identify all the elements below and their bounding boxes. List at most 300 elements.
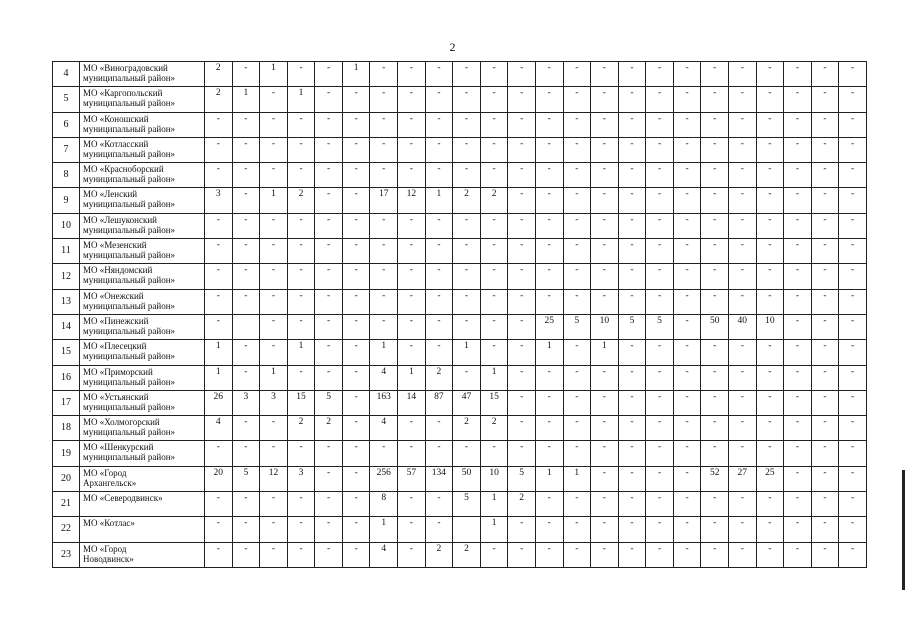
value-cell: - — [646, 441, 674, 466]
value-cell: - — [701, 87, 729, 112]
value-cell: - — [205, 213, 233, 238]
value-cell: - — [480, 163, 508, 188]
value-cell: 1 — [480, 365, 508, 390]
municipality-name-line: муниципальный район» — [83, 452, 176, 463]
value-cell: - — [370, 264, 398, 289]
value-cell: - — [425, 492, 453, 517]
value-cell: - — [563, 441, 591, 466]
value-cell: - — [480, 87, 508, 112]
value-cell: - — [839, 163, 867, 188]
value-cell: - — [673, 416, 701, 441]
municipality-name — [80, 163, 205, 188]
value-cell: - — [591, 239, 619, 264]
value-cell: - — [784, 314, 812, 339]
value-cell: - — [756, 365, 784, 390]
value-cell: - — [508, 365, 536, 390]
value-cell: - — [646, 416, 674, 441]
value-cell: - — [315, 441, 343, 466]
value-cell: - — [784, 87, 812, 112]
value-cell: - — [398, 416, 426, 441]
value-cell: - — [205, 137, 233, 162]
value-cell: 2 — [205, 62, 233, 87]
value-cell: - — [728, 62, 756, 87]
value-cell: - — [535, 163, 563, 188]
value-cell: - — [673, 390, 701, 415]
table-row — [53, 314, 867, 339]
value-cell: - — [260, 112, 288, 137]
value-cell: - — [646, 137, 674, 162]
value-cell: - — [508, 542, 536, 567]
value-cell: - — [728, 137, 756, 162]
value-cell: - — [398, 264, 426, 289]
value-cell: - — [205, 289, 233, 314]
value-cell: - — [342, 390, 370, 415]
value-cell: - — [260, 492, 288, 517]
value-cell: - — [315, 239, 343, 264]
value-cell: 15 — [480, 390, 508, 415]
value-cell: - — [728, 87, 756, 112]
value-cell: - — [370, 62, 398, 87]
municipality-name-line: муниципальный район» — [83, 199, 176, 210]
municipality-name-line: МО «Город — [83, 543, 127, 554]
value-cell: - — [260, 163, 288, 188]
value-cell: - — [508, 441, 536, 466]
value-cell: - — [398, 441, 426, 466]
value-cell: - — [673, 314, 701, 339]
value-cell: 5 — [646, 314, 674, 339]
row-number: 21 — [53, 492, 80, 517]
municipality-name — [80, 289, 205, 314]
municipality-name-line: Новодвинск» — [83, 553, 134, 564]
value-cell: - — [673, 137, 701, 162]
value-cell: - — [839, 390, 867, 415]
value-cell: - — [756, 416, 784, 441]
value-cell: - — [591, 87, 619, 112]
value-cell: - — [398, 542, 426, 567]
value-cell: - — [260, 314, 288, 339]
value-cell: - — [728, 365, 756, 390]
value-cell: - — [535, 517, 563, 542]
value-cell: - — [673, 87, 701, 112]
value-cell: - — [342, 112, 370, 137]
value-cell: - — [535, 213, 563, 238]
municipality-name — [80, 213, 205, 238]
value-cell: - — [701, 390, 729, 415]
value-cell: - — [508, 213, 536, 238]
value-cell: - — [563, 390, 591, 415]
value-cell: - — [591, 492, 619, 517]
municipality-name-line: МО «Устьянский — [83, 391, 149, 402]
value-cell: - — [756, 213, 784, 238]
value-cell: - — [232, 365, 260, 390]
value-cell: - — [618, 390, 646, 415]
value-cell: - — [480, 239, 508, 264]
value-cell: - — [618, 441, 646, 466]
municipality-name-line: МО «Мезенский — [83, 240, 147, 251]
value-cell: - — [784, 340, 812, 365]
value-cell: 2 — [205, 87, 233, 112]
value-cell: - — [425, 264, 453, 289]
municipality-name-line: муниципальный район» — [83, 224, 176, 235]
value-cell: - — [453, 213, 481, 238]
value-cell: - — [315, 213, 343, 238]
value-cell: - — [839, 213, 867, 238]
value-cell: - — [811, 239, 839, 264]
value-cell: 3 — [205, 188, 233, 213]
value-cell: - — [811, 492, 839, 517]
value-cell: - — [756, 264, 784, 289]
value-cell: - — [453, 62, 481, 87]
value-cell: 1 — [342, 62, 370, 87]
value-cell: - — [563, 340, 591, 365]
value-cell: - — [811, 163, 839, 188]
value-cell: - — [480, 213, 508, 238]
value-cell: - — [398, 112, 426, 137]
value-cell: - — [701, 112, 729, 137]
value-cell: - — [646, 112, 674, 137]
value-cell: - — [839, 441, 867, 466]
value-cell: - — [508, 314, 536, 339]
value-cell: - — [756, 340, 784, 365]
value-cell: - — [563, 87, 591, 112]
value-cell: 2 — [508, 492, 536, 517]
value-cell: - — [260, 87, 288, 112]
value-cell: 3 — [232, 390, 260, 415]
value-cell: - — [232, 517, 260, 542]
value-cell: - — [591, 163, 619, 188]
value-cell: - — [618, 517, 646, 542]
value-cell: - — [618, 87, 646, 112]
value-cell: - — [232, 289, 260, 314]
municipality-name-line: муниципальный район» — [83, 98, 176, 109]
value-cell: - — [370, 87, 398, 112]
value-cell: - — [287, 264, 315, 289]
value-cell: 20 — [205, 466, 233, 491]
table-row — [53, 492, 867, 517]
value-cell: 52 — [701, 466, 729, 491]
value-cell: - — [811, 542, 839, 567]
value-cell — [453, 517, 481, 542]
value-cell: - — [784, 62, 812, 87]
value-cell: - — [646, 87, 674, 112]
value-cell: 17 — [370, 188, 398, 213]
municipality-name-line: МО «Коношский — [83, 113, 149, 124]
value-cell: - — [480, 542, 508, 567]
value-cell: - — [260, 517, 288, 542]
table-row — [53, 466, 867, 491]
row-number: 10 — [53, 213, 80, 238]
value-cell: - — [287, 239, 315, 264]
value-cell: - — [839, 492, 867, 517]
value-cell: - — [370, 441, 398, 466]
value-cell: - — [811, 365, 839, 390]
value-cell: - — [398, 213, 426, 238]
value-cell: - — [315, 87, 343, 112]
value-cell: - — [315, 137, 343, 162]
municipality-name — [80, 492, 205, 517]
value-cell: 5 — [618, 314, 646, 339]
value-cell: 4 — [370, 416, 398, 441]
value-cell: - — [205, 517, 233, 542]
value-cell: 57 — [398, 466, 426, 491]
value-cell: - — [673, 188, 701, 213]
table-row — [53, 87, 867, 112]
municipality-name — [80, 517, 205, 542]
value-cell: - — [701, 542, 729, 567]
value-cell: - — [480, 314, 508, 339]
value-cell: 1 — [260, 188, 288, 213]
value-cell: - — [839, 264, 867, 289]
value-cell: - — [425, 87, 453, 112]
table-row — [53, 239, 867, 264]
municipality-name-line: МО «Лешуконский — [83, 214, 157, 225]
value-cell: 1 — [591, 340, 619, 365]
value-cell: - — [232, 213, 260, 238]
value-cell: 25 — [756, 466, 784, 491]
value-cell: - — [342, 137, 370, 162]
value-cell: - — [535, 416, 563, 441]
value-cell: - — [673, 163, 701, 188]
value-cell: - — [784, 213, 812, 238]
table-row — [53, 137, 867, 162]
value-cell: - — [811, 213, 839, 238]
value-cell: - — [784, 163, 812, 188]
value-cell: - — [342, 340, 370, 365]
value-cell: - — [646, 466, 674, 491]
value-cell: - — [839, 517, 867, 542]
municipality-name-line: МО «Плесецкий — [83, 341, 147, 352]
value-cell: - — [591, 416, 619, 441]
table-row — [53, 517, 867, 542]
value-cell: 50 — [701, 314, 729, 339]
value-cell: - — [701, 163, 729, 188]
value-cell: - — [563, 264, 591, 289]
value-cell: - — [618, 62, 646, 87]
value-cell: - — [784, 239, 812, 264]
value-cell: - — [563, 62, 591, 87]
table-row — [53, 264, 867, 289]
municipality-name-line: муниципальный район» — [83, 250, 176, 261]
value-cell: - — [260, 264, 288, 289]
value-cell: 1 — [260, 62, 288, 87]
value-cell: - — [342, 289, 370, 314]
value-cell: 3 — [260, 390, 288, 415]
value-cell: - — [535, 264, 563, 289]
value-cell: - — [453, 112, 481, 137]
value-cell: - — [701, 188, 729, 213]
table-row — [53, 289, 867, 314]
municipality-name-line: МО «Котлас» — [83, 518, 135, 529]
value-cell: - — [453, 314, 481, 339]
value-cell: 1 — [370, 517, 398, 542]
value-cell: - — [342, 239, 370, 264]
value-cell: - — [756, 289, 784, 314]
table-body — [53, 62, 867, 568]
value-cell: - — [425, 62, 453, 87]
value-cell: - — [260, 542, 288, 567]
value-cell: - — [728, 188, 756, 213]
value-cell: - — [701, 492, 729, 517]
value-cell: 5 — [315, 390, 343, 415]
value-cell: - — [839, 466, 867, 491]
value-cell: - — [315, 314, 343, 339]
value-cell: - — [646, 289, 674, 314]
value-cell: - — [756, 441, 784, 466]
value-cell: - — [618, 239, 646, 264]
value-cell: - — [370, 213, 398, 238]
value-cell: - — [563, 213, 591, 238]
value-cell: - — [535, 289, 563, 314]
municipality-name-line: муниципальный район» — [83, 325, 176, 336]
value-cell: - — [315, 289, 343, 314]
value-cell: - — [591, 289, 619, 314]
value-cell: - — [784, 441, 812, 466]
value-cell: 2 — [453, 188, 481, 213]
value-cell: - — [480, 62, 508, 87]
value-cell: 10 — [480, 466, 508, 491]
value-cell: - — [398, 87, 426, 112]
value-cell: 2 — [480, 416, 508, 441]
value-cell: - — [315, 542, 343, 567]
value-cell: 1 — [535, 340, 563, 365]
value-cell: - — [591, 517, 619, 542]
value-cell: - — [260, 289, 288, 314]
value-cell: - — [535, 137, 563, 162]
table-row — [53, 390, 867, 415]
value-cell: - — [618, 365, 646, 390]
value-cell: - — [618, 340, 646, 365]
value-cell: - — [315, 188, 343, 213]
value-cell: - — [673, 517, 701, 542]
municipality-name-line: муниципальный район» — [83, 275, 176, 286]
table-row — [53, 62, 867, 87]
value-cell: - — [811, 416, 839, 441]
value-cell: - — [784, 416, 812, 441]
municipality-name-line: муниципальный район» — [83, 351, 176, 362]
value-cell: - — [260, 137, 288, 162]
municipality-name-line: МО «Котласский — [83, 138, 149, 149]
value-cell: - — [673, 441, 701, 466]
value-cell: 2 — [480, 188, 508, 213]
value-cell: - — [425, 112, 453, 137]
value-cell: - — [342, 517, 370, 542]
value-cell: - — [315, 492, 343, 517]
value-cell: - — [618, 492, 646, 517]
value-cell: - — [618, 289, 646, 314]
value-cell: - — [205, 163, 233, 188]
value-cell: 3 — [287, 466, 315, 491]
value-cell: - — [701, 365, 729, 390]
value-cell: 10 — [591, 314, 619, 339]
value-cell: - — [591, 542, 619, 567]
value-cell: 1 — [287, 87, 315, 112]
table-row — [53, 542, 867, 567]
value-cell: - — [618, 264, 646, 289]
value-cell: - — [453, 239, 481, 264]
value-cell: - — [398, 314, 426, 339]
value-cell: 2 — [425, 365, 453, 390]
value-cell: - — [728, 112, 756, 137]
municipality-name — [80, 62, 205, 87]
value-cell: - — [646, 517, 674, 542]
value-cell: - — [784, 517, 812, 542]
value-cell: 10 — [756, 314, 784, 339]
value-cell: - — [618, 163, 646, 188]
value-cell: - — [563, 239, 591, 264]
row-number: 16 — [53, 365, 80, 390]
value-cell: - — [563, 289, 591, 314]
value-cell: - — [728, 492, 756, 517]
value-cell: - — [673, 542, 701, 567]
municipality-name-line: МО «Красноборский — [83, 164, 164, 175]
value-cell: 256 — [370, 466, 398, 491]
value-cell: - — [232, 163, 260, 188]
value-cell: 4 — [205, 416, 233, 441]
municipality-name — [80, 112, 205, 137]
value-cell: - — [591, 112, 619, 137]
value-cell: - — [232, 441, 260, 466]
value-cell: - — [453, 264, 481, 289]
value-cell: - — [784, 112, 812, 137]
value-cell: 2 — [315, 416, 343, 441]
value-cell: - — [646, 239, 674, 264]
municipality-name-line: МО «Город — [83, 467, 127, 478]
value-cell: 1 — [480, 517, 508, 542]
value-cell: 163 — [370, 390, 398, 415]
value-cell: - — [811, 112, 839, 137]
value-cell: - — [342, 542, 370, 567]
value-cell: 1 — [287, 340, 315, 365]
value-cell: - — [673, 289, 701, 314]
municipality-name-line: МО «Холмогорский — [83, 417, 160, 428]
value-cell: - — [453, 441, 481, 466]
value-cell: 40 — [728, 314, 756, 339]
value-cell: - — [287, 112, 315, 137]
municipality-name-line: муниципальный район» — [83, 148, 176, 159]
value-cell: - — [811, 188, 839, 213]
value-cell: - — [784, 542, 812, 567]
row-number: 5 — [53, 87, 80, 112]
value-cell: - — [260, 239, 288, 264]
municipality-name — [80, 87, 205, 112]
value-cell: - — [811, 62, 839, 87]
value-cell: - — [618, 188, 646, 213]
value-cell: - — [232, 542, 260, 567]
value-cell: - — [591, 264, 619, 289]
value-cell: - — [480, 112, 508, 137]
value-cell: 1 — [563, 466, 591, 491]
value-cell: - — [784, 365, 812, 390]
value-cell: - — [425, 340, 453, 365]
value-cell: - — [563, 517, 591, 542]
value-cell: - — [673, 264, 701, 289]
value-cell: - — [315, 517, 343, 542]
value-cell: - — [315, 264, 343, 289]
value-cell: - — [673, 239, 701, 264]
value-cell: - — [811, 137, 839, 162]
value-cell: - — [618, 137, 646, 162]
value-cell: - — [618, 112, 646, 137]
value-cell: - — [287, 314, 315, 339]
value-cell: - — [756, 492, 784, 517]
value-cell: - — [205, 492, 233, 517]
row-number: 20 — [53, 466, 80, 491]
value-cell: - — [728, 239, 756, 264]
value-cell: - — [728, 340, 756, 365]
value-cell: - — [563, 188, 591, 213]
value-cell — [232, 314, 260, 339]
value-cell: - — [591, 390, 619, 415]
